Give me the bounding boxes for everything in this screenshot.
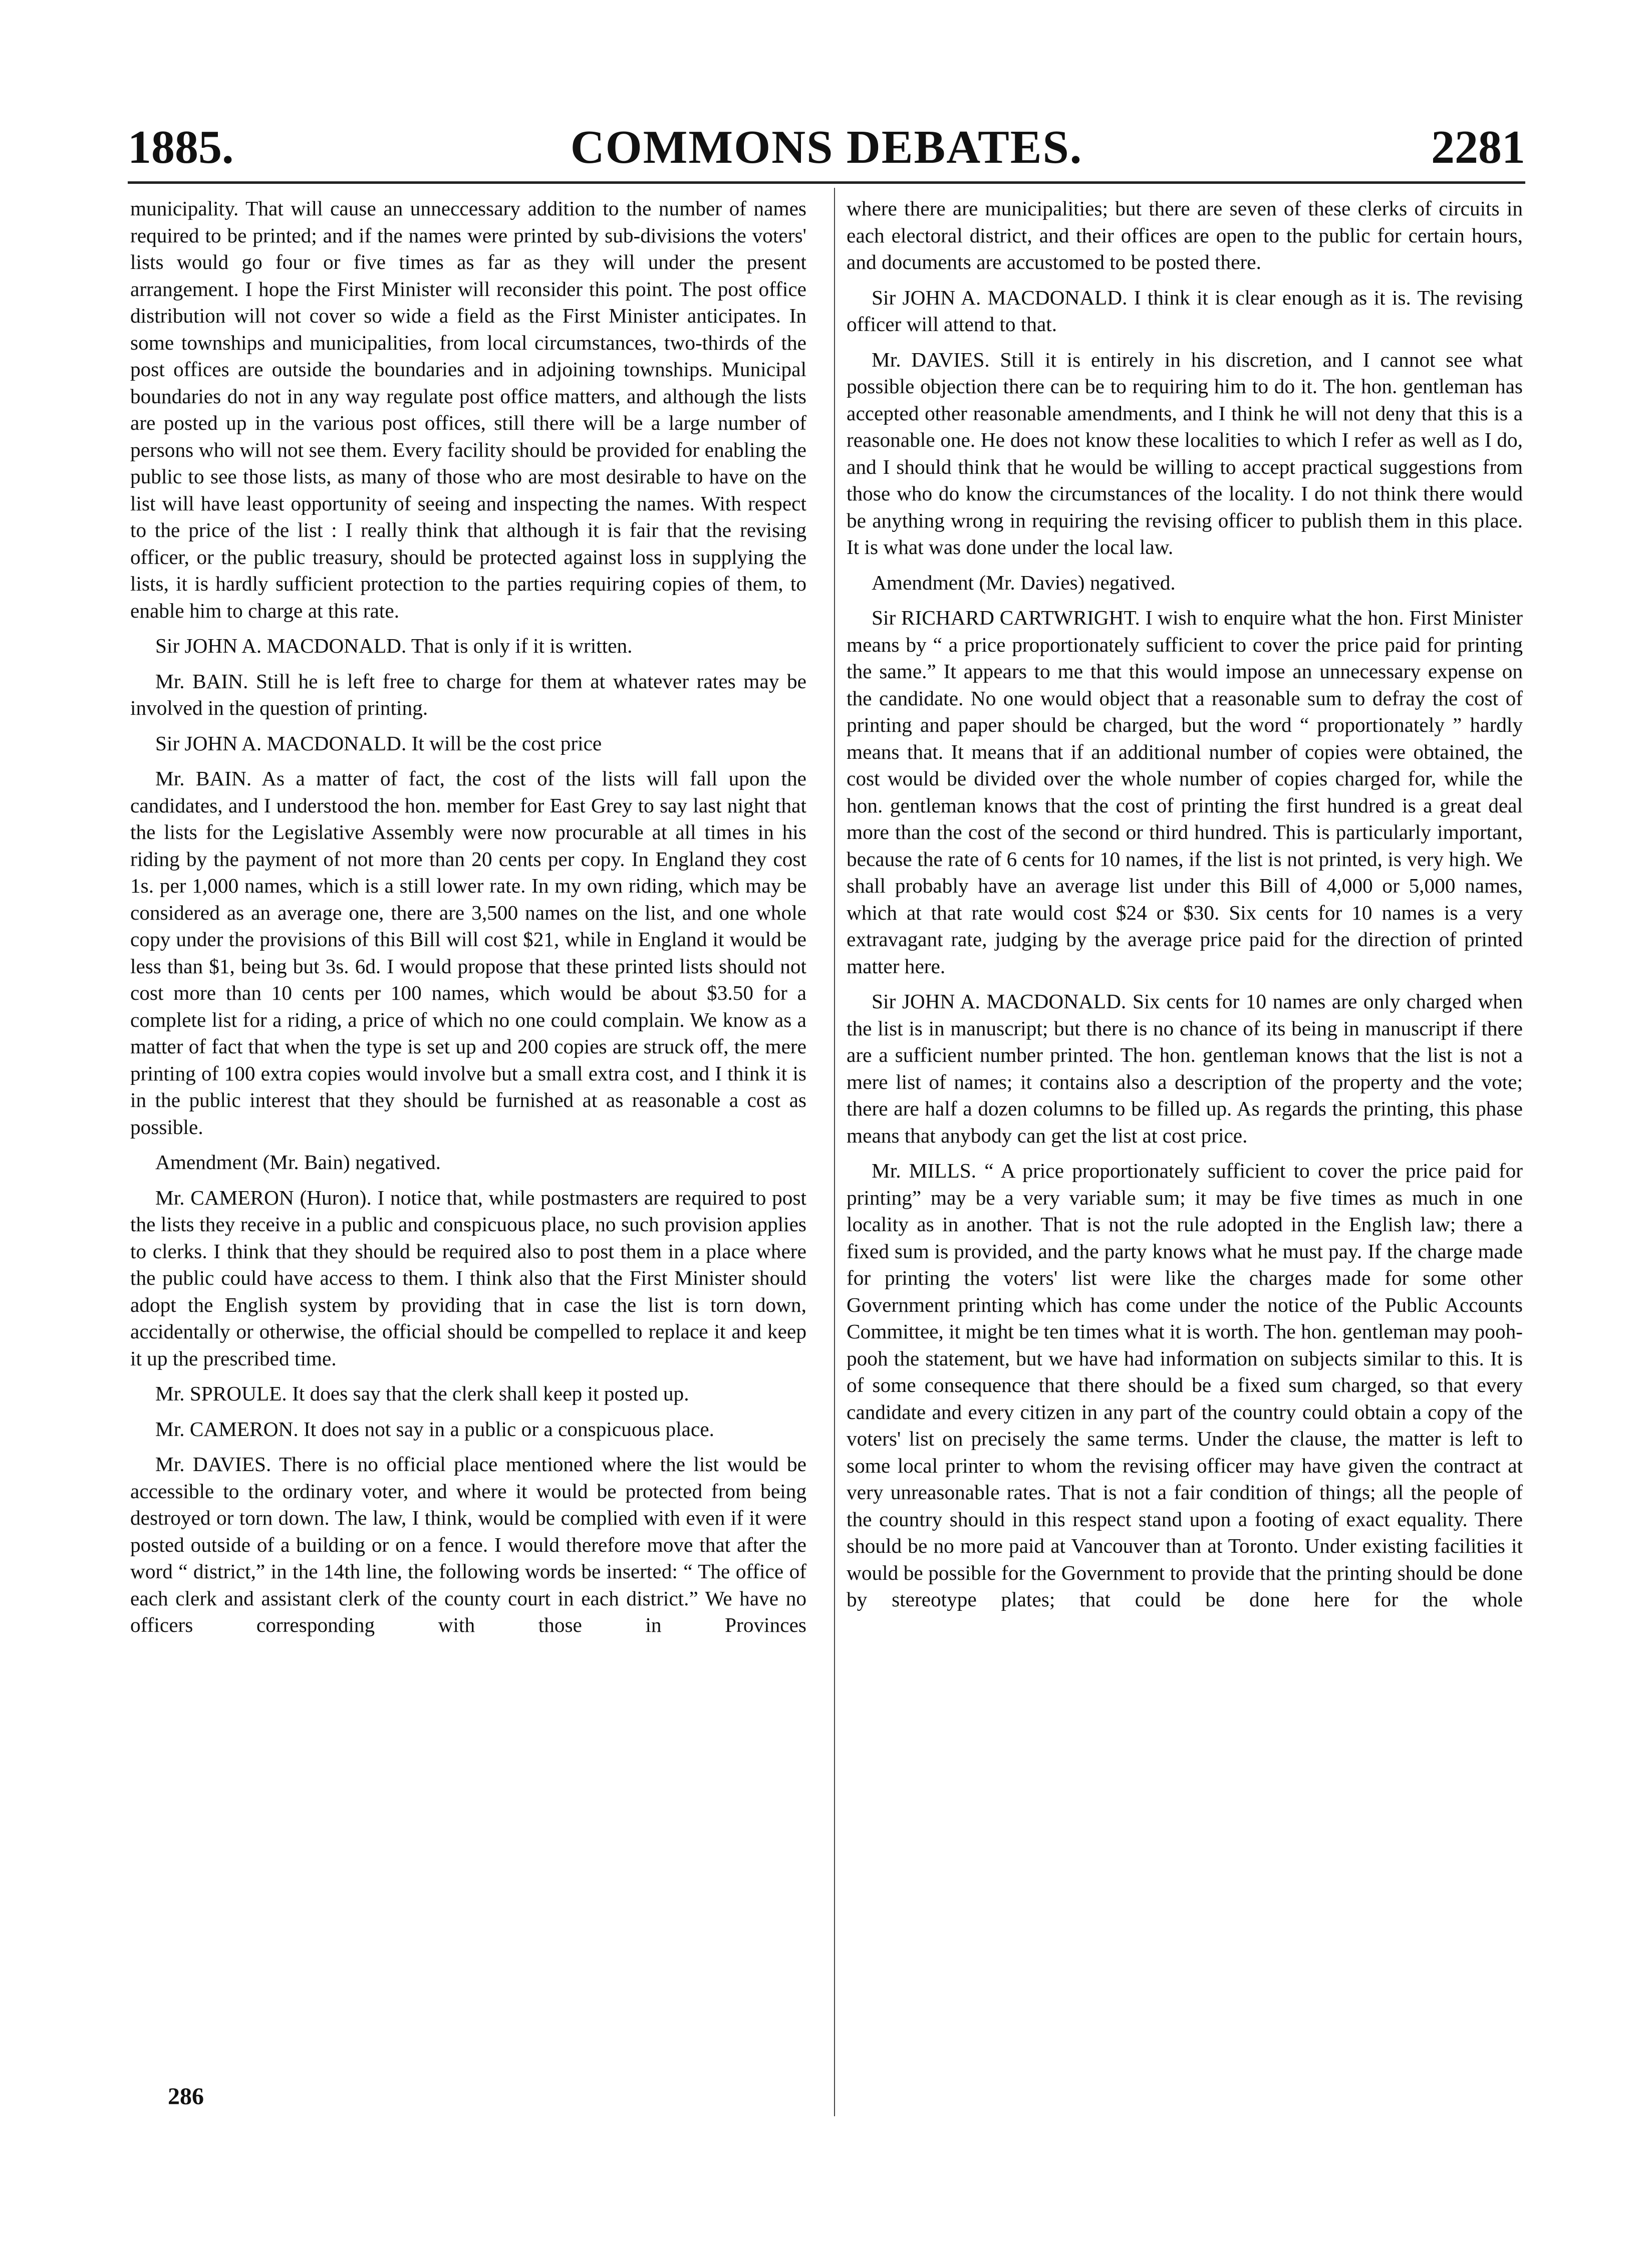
paragraph: Sir JOHN A. MACDONALD. It will be the cost price (155, 731, 602, 755)
paragraph: Amendment (Mr. Davies) negatived. (872, 571, 1176, 594)
paragraph: Amendment (Mr. Bain) negatived. (155, 1151, 441, 1174)
header-year: 1885. (128, 121, 234, 173)
header-title: COMMONS DEBATES. (570, 121, 1083, 173)
paragraph: Mr. BAIN. As a matter of fact, the cost of the lists will fall upon the candidates, and I understood the hon. member for East Grey to say last night that the lists for the Legislative Assembly were now procurable at all times in his riding by the payment of not more than 20 cents per copy. In England they cost 1s. per 1,000 names, which is a still lower rate. In my own riding, which may be considered as an average one, there are 3,500 names on the list, and one whole copy under the provisions of this Bill will cost $21, while in England it would be less than $1, being but 3s. 6d. I would propose that these printed lists should not cost more than 10 cents per 100 names, which would be about $3.50 for a complete list for a riding, a price of which no one could complain. We know as a matter of fact that when the type is set up and 200 copies are struck off, the mere printing of 100 extra copies would involve but a small extra cost, and I think it is in the public interest that they should be furnished at as reasonable a cost as possible. (130, 767, 806, 1139)
paragraph: Mr. DAVIES. Still it is entirely in his discretion, and I cannot see what possible objection there can be to requiring him to do it. The hon. gentleman has accepted other reasonable amendments, and I think he will not deny that this is a reasonable one. He does not know these localities to which I refer as well as I do, and I should think that he would be willing to accept practical suggestions from those who do know the circumstances of the locality. I do not think there would be anything wrong in requiring the revising officer to publish them in this place. It is what was done under the local law. (847, 348, 1523, 558)
paragraph: where there are municipalities; but there are seven of these clerks of circuits in each electoral district, and their offices are open to the public for certain hours, and documents are accustomed to be posted there. (847, 197, 1523, 273)
right-column (847, 195, 1523, 1622)
paragraph: municipality. That will cause an unneccessary addition to the number of names required to be printed; and if the names were printed by sub-divisions the voters' lists would go four or five times as far as they will under the present arrangement. I hope the First Minister will reconsider this point. The post office distribution will not cover so wide a field as the First Minister anticipates. In some townships and municipalities, from local circumstances, two-thirds of the post offices are outside the boundaries and in adjoining townships. Municipal boundaries do not in any way regulate post office matters, and although the lists are posted up in the various post offices, still there will be a large number of persons who will not see them. Every facility should be provided for enabling the public to see those lists, as many of those who are most desirable to have on the list will have least opportunity of seeing and inspecting the names. With respect to the price of the list : I really think that although it is fair that the revising officer, or the public treasury, should be protected against loss in supplying the lists, it is hardly sufficient protection to the parties requiring copies of them, to enable him to charge at this rate. (130, 197, 806, 622)
paragraph: Mr. CAMERON. It does not say in a public or a conspicuous place. (155, 1417, 714, 1441)
paragraph: Mr. DAVIES. There is no official place mentioned where the list would be accessible to the ordinary voter, and where it would be protected from being destroyed or torn down. The law, I think, would be complied with even if it were posted outside of a building or on a fence. I would therefore move that after the word “ district,” in the 14th line, the following words be inserted: “ The office of each clerk and assistant clerk of the county court in each district.” We have no officers corresponding with those in Provinces (130, 1453, 806, 1636)
paragraph: Mr. MILLS. “ A price proportionately sufficient to cover the price paid for printing” may be a very variable sum; it may be five times as much in one locality as in another. That is not the rule adopted in the English law; there a fixed sum is provided, and the party knows what he must pay. If the charge made for printing the voters' list were like the charges made for some other Government printing which has come under the notice of the Public Accounts Committee, it might be ten times what it is worth. The hon. gentleman may pooh-pooh the statement, but we have had information on subjects similar to this. It is of some consequence that there should be a fixed sum charged, so that every candidate and every citizen in any part of the country could obtain a copy of the voters' list on precisely the same terms. Under the clause, the matter is left to some local printer to whom the revising officer may have given the contract at very unreasonable rates. That is not a fair condition of things; all the people of the country should in this respect stand upon a footing of exact equality. There should be no more paid at Vancouver than at Toronto. Under existing facilities it would be possible for the Government to provide that the printing should be done by stereotype plates; that could be done here for the whole (847, 1159, 1523, 1611)
paragraph: Mr. SPROULE. It does say that the clerk shall keep it posted up. (155, 1382, 689, 1405)
paragraph: Sir RICHARD CARTWRIGHT. I wish to enquire what the hon. First Minister means by “ a price proportionately sufficient to cover the price paid for printing the same.” It appears to me that this would impose an unnecessary expense on the candidate. No one would object that a reasonable sum to defray the cost of printing and paper should be charged, but the word “ proportionately ” hardly means that. It means that if an additional number of copies were obtained, the cost would be divided over the whole number of copies charged for, while the hon. gentleman knows that the cost of printing the first hundred is a great deal more than the cost of the second or third hundred. This is particularly important, because the rate of 6 cents for 10 names, if the list is not printed, is very high. We shall probably have an average list under this Bill of 4,000 or 5,000 names, which at that rate would cost $24 or $30. Six cents for 10 names is a very extravagant rate, judging by the average price paid for the direction of printed matter here. (847, 606, 1523, 978)
signature-mark: 286 (168, 2083, 204, 2110)
paragraph: Sir JOHN A. MACDONALD. Six cents for 10 names are only charged when the list is in manuscript; but there is no chance of its being in manuscript if there are a sufficient number printed. The hon. gentleman knows that the list is not a mere list of names; it contains also a description of the property and the vote; there are half a dozen columns to be filled up. As regards the printing, this phase means that anybody can get the list at cost price. (847, 990, 1523, 1147)
header-rule (128, 181, 1525, 184)
paragraph: Mr. CAMERON (Huron). I notice that, while postmasters are required to post the lists they receive in a public and conspicuous place, no such provision applies to clerks. I think that they should be required also to post them in a place where the public could have access to them. I think also that the First Minister should adopt the English system by providing that in case the list is torn down, accidentally or otherwise, the official should be compelled to replace it and keep it up the prescribed time. (130, 1186, 806, 1370)
paragraph: Sir JOHN A. MACDONALD. That is only if it is written. (155, 634, 633, 657)
page-header (128, 120, 1525, 185)
left-column (130, 195, 806, 1647)
paragraph: Sir JOHN A. MACDONALD. I think it is clear enough as it is. The revising officer will attend to that. (847, 286, 1523, 336)
column-divider (834, 188, 835, 2116)
paragraph: Mr. BAIN. Still he is left free to charge for them at whatever rates may be involved in the question of printing. (130, 669, 806, 719)
header-page-number: 2281 (1431, 121, 1525, 173)
